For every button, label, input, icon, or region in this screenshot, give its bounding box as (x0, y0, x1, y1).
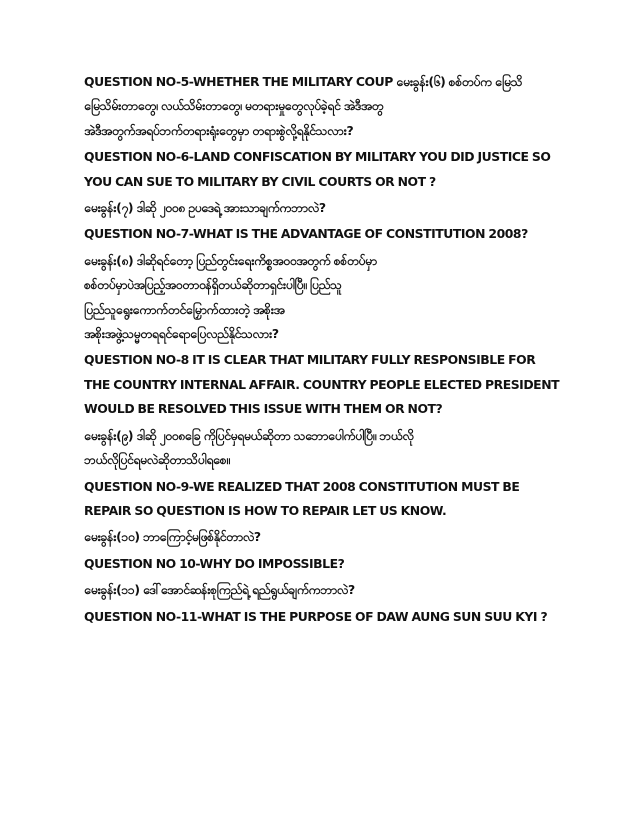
text-line: QUESTION NO 10-WHY DO IMPOSSIBLE? (84, 555, 345, 571)
text-line: အဲဒီအတွက်အရပ်ဘက်တရားရုံးတွေမှာ တရားစွဲလို့ရနိုင်သလား? (84, 122, 354, 138)
paragraph-12 (84, 605, 582, 629)
text-line: စစ်တပ်မှာပဲအပြည့်အဝတာဝန်ရှိတယ်ဆိုတာရှင်းပါပြီ။ ပြည်သူ (84, 277, 342, 293)
paragraph-4 (84, 222, 582, 246)
paragraph-11 (84, 578, 582, 602)
paragraph-10 (84, 552, 582, 576)
text-line: အစိုးအဖွဲ့သမ္မတရရင်ရော​ပြေလည်နိုင်သလား? (84, 326, 279, 342)
text-line: THE COUNTRY INTERNAL AFFAIR. COUNTRY PEOPLE ELECTED PRESIDENT (84, 376, 560, 392)
paragraph-3 (84, 196, 582, 220)
text-line: မေးခွန်း(၁၁) ဒေါ်အောင်ဆန်းစုကြည်ရဲ့ ရည်ရွယ်ချက်ကဘာလဲ? (84, 582, 355, 598)
text-line: မေးခွန်း(၁၀) ဘာကြောင့်မဖြစ်နိုင်တာလဲ? (84, 529, 261, 545)
paragraph-5 (84, 249, 582, 347)
text-line: မေးခွန်း(၇) ဒါဆို ၂၀၀၈ ဥပဒေရဲ့ အားသာချက်ကဘာလဲ? (84, 200, 326, 216)
text-line: REPAIR SO QUESTION IS HOW TO REPAIR LET US KNOW. (84, 502, 447, 518)
paragraph-2 (84, 145, 582, 194)
text-line: QUESTION NO-7-WHAT IS THE ADVANTAGE OF CONSTITUTION 2008? (84, 226, 528, 242)
text-line: မေးခွန်း(၉) ဒါဆို ၂၀၀၈ခြေ ကိုပြင်မှရမယ်ဆိုတာ သဘောပေါက်ပါပြီ။ ဘယ်လို (84, 427, 414, 443)
text-line: QUESTION NO-11-WHAT IS THE PURPOSE OF DAW AUNG SUN SUU KYI ? (84, 608, 548, 624)
document-body (84, 70, 582, 629)
text-line: ပြည်သူရွေးကောက်တင်မြှောက်ထားတဲ့ အစိုးအ (84, 301, 285, 317)
text-line: WOULD BE RESOLVED THIS ISSUE WITH THEM OR NOT? (84, 401, 443, 417)
text-line: QUESTION NO-9-WE REALIZED THAT 2008 CONSTITUTION MUST BE (84, 478, 520, 494)
text-line: ဘယ်လိုပြင်ရမလဲဆိုတာသိပါရစေ။ (84, 452, 230, 468)
text-line: QUESTION NO-8 IT IS CLEAR THAT MILITARY FULLY RESPONSIBLE FOR (84, 352, 536, 368)
paragraph-7 (84, 424, 582, 473)
paragraph-1 (84, 70, 582, 143)
text-line: မြေသိမ်းတာတွေ၊ လယ်သိမ်းတာတွေ၊ မတရားမှုတွေလုပ်ခဲ့ရင် အဲဒီအတွ (84, 98, 384, 114)
paragraph-8 (84, 475, 582, 524)
text-line: QUESTION NO-6-LAND CONFISCATION BY MILITARY YOU DID JUSTICE SO (84, 149, 551, 165)
text-line: QUESTION NO-5-WHETHER THE MILITARY COUP မေးခွန်း(၆) စစ်တပ်က မြေသိ (84, 74, 523, 89)
paragraph-9 (84, 525, 582, 549)
paragraph-6 (84, 348, 582, 421)
text-line: မေးခွန်း(၈) ဒါဆိုရင်တော့ ပြည်တွင်းရေးကိစ္စအဝဝအတွက် စစ်တပ်မှာ (84, 252, 377, 268)
text-line: YOU CAN SUE TO MILITARY BY CIVIL COURTS OR NOT ? (84, 173, 436, 189)
